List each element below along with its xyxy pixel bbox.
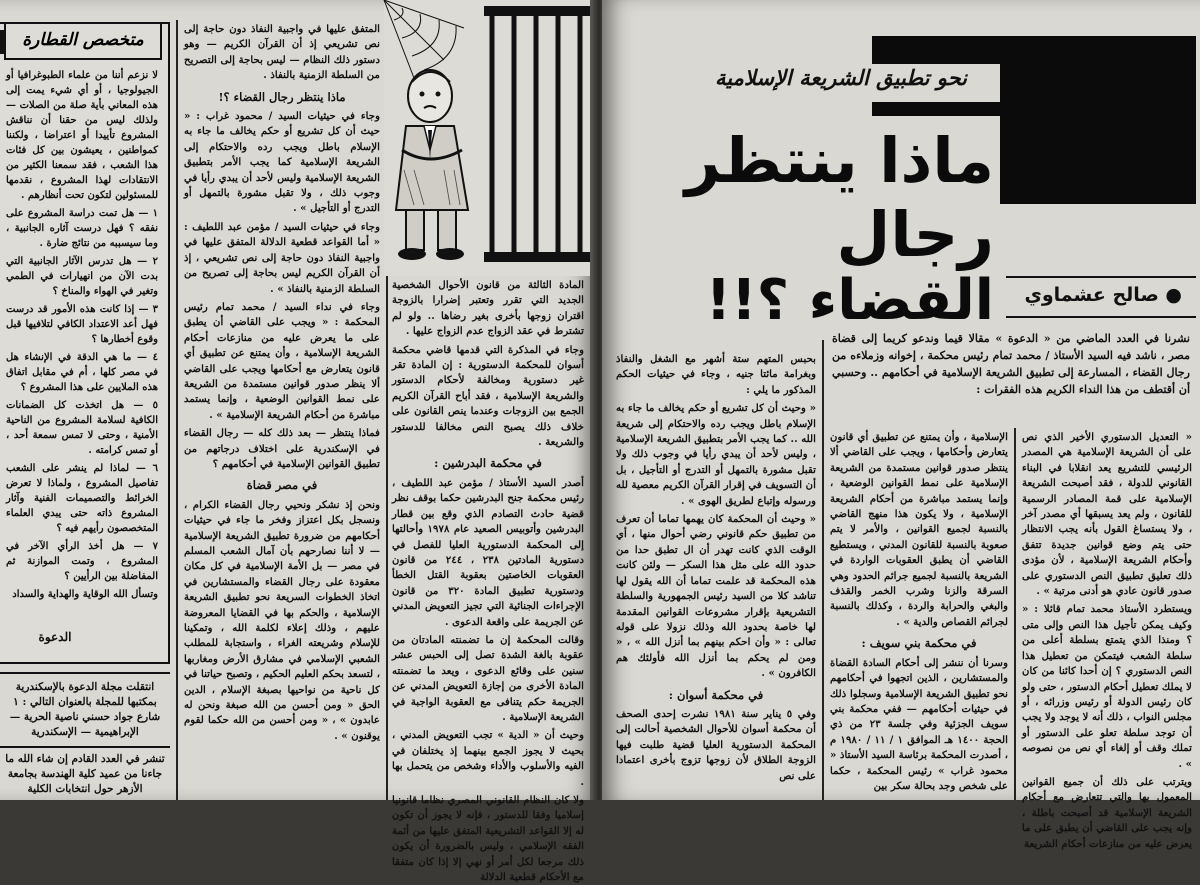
subheading: في محكمة البدرشين : <box>434 456 542 471</box>
judge-cartoon <box>384 0 590 276</box>
divider <box>0 672 170 674</box>
box-paragraph: ٧ — هل أخذ الرأي الآخر في المشروع ، وتمت الموازنة ثم المفاضلة بين الرأيين ؟ <box>6 541 158 582</box>
right-column-2 <box>830 430 1008 800</box>
column-rule <box>176 20 178 800</box>
column-rule <box>822 340 824 800</box>
divider <box>1006 276 1196 278</box>
column-rule <box>1014 428 1016 800</box>
paragraph: المتفق عليها في واجبية النفاذ دون حاجة إلى نص تشريعي إذ أن القرآن الكريم — وهو دستور ذلك النظام — ليس بحاجة إلى التصريح من السلطة الزمنية بالنفاذ . <box>184 23 380 82</box>
left-page <box>0 0 596 884</box>
box-body <box>6 68 158 600</box>
right-column-1 <box>1022 430 1192 850</box>
paragraph: « التعديل الدستوري الأخير الذي نص على أن الشريعة الإسلامية هي المصدر الرئيسي للتشريع يعد انقلابا في البناء القانوني للدولة ، فقد أصبحت الشريعة الإسلامية على قمة المصادر الرسمية للقانون ، ولم يعد يسبقها أي مصدر آخر ، ولا يستساغ القول بأنه يجب الانتظار حتى يتم وضع قوانين جديدة تتفق وأحكام الشريعة الإسلامية ، لأن مؤدى ذلك تعليق تطبيق النص الدستوري على صدور قانون عادي هو أدنى مرتبة » . <box>1022 431 1192 598</box>
paragraph: أصدر السيد الأستاذ / مؤمن عبد اللطيف ، رئيس محكمة جنح البدرشين حكما بوقف نظر قضية حادث التصادم الذي وقع بين قطار البدرشين وأتوبيس الصعيد عام ١٩٧٨ وأحالتها إلى المحكمة الدستورية العليا للفصل في دستورية المادتين ٢٣٨ ، ٢٤٤ من قانون العقوبات الخاصتين بعقوبة القتل الخطأ ودستورية تطبيق المادة ٣٢٠ من قانون الإجراءات الجنائية التي تجيز التعويض المدني عن الجريمة على واقعة الدعوى . <box>392 476 585 628</box>
paragraph: وجاء في المذكرة التي قدمها قاضي محكمة أسوان للمحكمة الدستورية : إن المادة تقر غير دستورية ومخالفة لأحكام الدستور والشريعة الإسلامية ، فقد أباح القرآن الكريم الجمع بين الزوجات وعندما ينص القانون على خلاف ذلك يصبح النص مخالفا للدستور والشريعة . <box>392 343 584 449</box>
paragraph: « وحيث أن كل تشريع أو حكم يخالف ما جاء به الإسلام باطل ويجب رده والاحتكام إلى شريعة الله .. كما يجب الأمر بتطبيق الشريعة الإسلامية ، وليس لأحد أن يبدي رأيا في وجوب ذلك ولا تقبل مشورة بالتمهل أو التدرج أو التأجيل ، بل أن التسويف في إقرار القرآن الكريم معصية لله ورسوله وإتباع لطريق الهوى » . <box>616 402 816 507</box>
sidebar-box <box>0 22 170 664</box>
box-paragraph: ٣ — إذا كانت هذه الأمور قد درست فهل أعد الاعتداد الكافي لتلافيها قبل وقوع أخطارها ؟ <box>6 304 158 345</box>
subheading: في محكمة أسوان : <box>668 687 764 702</box>
subheading: ماذا ينتظر رجال القضاء ؟! <box>218 89 346 104</box>
headline-line: القضاء ؟!! <box>705 268 994 333</box>
paragraph: ويترتب على ذلك أن جميع القوانين المعمول بها والتي تتعارض مع أحكام الشريعة الإسلامية قد أصبحت باطلة ، وإنه يجب على القاضي أن يطبق على ما يعرض عليه من منازعات أحكام الشريعة <box>1022 775 1192 850</box>
author-byline: ● صالح عشماوي <box>1024 284 1182 306</box>
paragraph: ونحن إذ نشكر ونحيي رجال القضاء الكرام ، ونسجل بكل اعتزاز وفخر ما جاء في حيثيات أحكامهم من ضرورة تطبيق الشريعة الإسلامية — لا أننا نصارحهم بأن آمال الشعب المسلم في مصر — بل الأمة الإسلامية في كل مكان معقودة على رجال القضاء والمستشارين في اتخاذ الخطوات السريعة نحو تطبيق الشريعة الإسلامية ، والحكم بها في القضايا المعروضة عليهم ، وذلك إعلاء لكلمة الله ، وتمكينا للإسلام وشريعته الغراء ، واستجابة للمطلب الشعبي الإسلامي في مشارق الأرض ومغاربها ، لتسعد بحكم العليم الحكيم ، وتصبح حياتنا في كل ناحية من نواحيها بصبغة الإسلام ، الدين الحق « ومن أحسن من الله صبغة ونحن له عابدون » ، « ومن أحسن من الله حكما لقوم يوقنون » . <box>184 498 380 742</box>
right-column-3 <box>616 352 816 800</box>
box-paragraph: ٦ — لماذا لم ينشر على الشعب تفاصيل المشروع ، ولماذا لا تعرض الخرائط والتصميمات الفنية وآثار المشروع ذاته حتى يبدي العلماء المتخصصون رأيهم فيه ؟ <box>6 463 158 534</box>
paragraph: وجاء في حيثيات السيد / مؤمن عبد اللطيف : « أما القواعد قطعية الدلالة المتفق عليها في واجبية النفاذ دون حاجة إلى نص تشريعي ، إذ أن القرآن الكريم ليس بحاجة إلى تصريح من السلطة الزمنية بالنفاذ » . <box>184 220 380 295</box>
paragraph: « وحيث أن المحكمة كان يهمها تماما أن تعرف من تطبيق حكم قانوني رضي أحوال منها ، أي الوقت الذي كانت تهدر أن ال تطبق حدا من حدود الله على مثل هذا السكر — ولئن كانت هذه المحكمة قد علمت تماما أن الله يقول لها تناشد كلا من السيد رئيس الجمهورية والسلطة التشريعية بإقرار مشروعات القوانين المقدمة لها خاصة بحدود الله وذلك نزولا على قوله تعالى : « وأن احكم بينهم بما أنزل الله » ، « ومن لم يحكم بما أنزل الله فأولئك هم الكافرون » . <box>616 513 816 680</box>
left-right-column <box>392 278 585 884</box>
paragraph: وسرنا أن ننشر إلى أحكام السادة القضاة والمستشارين ، الذين اتجهوا في أحكامهم نحو تطبيق الشريعة الإسلامية وسجلوا ذلك في حيثيات أحكامهم — ففي محكمة بني سويف الجزئية وفي جلسة ٢٣ من ذي الحجة ١٤٠٠ هـ الموافق ١ / ١١ / ١٩٨٠ م ، أصدرت المحكمة برئاسة السيد الأستاذ « محمود غراب » رئيس المحكمة ، حكما على شخص وجد بحالة سكر بين <box>830 656 1008 792</box>
box-title: متخصص القطارة <box>4 22 162 60</box>
paragraph: فماذا ينتظر — بعد ذلك كله — رجال القضاء في الإسكندرية على اختلاف درجاتهم من تطبيق القوانين الإسلامية في أحكامهم ؟ <box>184 427 380 470</box>
subheading: في مصر قضاة <box>246 478 318 493</box>
paragraph: وجاء في حيثيات السيد / محمود غراب : « حيث أن كل تشريع أو حكم يخالف ما جاء به الإسلام باطل ويجب رده والاحتكام إلى الشريعة الإسلامية كما يجب الأمر بتطبيق الشريعة الإسلامية وليس لأحد أن يبدي رأيا في وجوب ذلك ، ولا تقبل مشورة بالتمهل أو التدرج أو التأجيل » . <box>184 110 380 215</box>
paragraph: ويستطرد الأستاذ محمد تمام قائلا : « وكيف يمكن تأجيل هذا النص وإلى متى ؟ ومنذا الذي يتمتع بسلطة أعلى من سلطة الشعب فيتمكن من تعطيل هذا النص الدستوري ؟ إن أحدا كائنا من كان لا يملك تعطيل أحكام الدستور ، حتى ولو كان رئيس الدولة أو رئيس وزرائه ، أو مجلس النواب ، ذلك أنه لا يوجد ولا يجب أن توجد سلطة تعلو على الدستور أو تملك وقف أو إلغاء أي نص من نصوصه » . <box>1022 603 1192 770</box>
left-middle-column <box>184 22 380 800</box>
header-bar <box>872 102 1002 116</box>
box-paragraph: ٢ — هل تدرس الآثار الجانبية التي بدت الآن من انهيارات في الطمي وتغير في الهواء والمناخ ؟ <box>6 256 158 297</box>
kicker: نحو تطبيق الشريعة الإسلامية <box>714 66 967 90</box>
paragraph: وجاء في نداء السيد / محمد تمام رئيس المحكمة : « ويجب على القاضي أن يطبق على ما يعرض عليه من منازعات أحكام الشريعة الإسلامية ، وأن يمتنع عن تطبيق أي قانون يتعارض مع أحكامها ويجب على القاضي ألا ينظر صدور قوانين مستمدة من الشريعة على نمط القوانين الوضعية ، وإنما يستمد مباشرة من أحكام الشريعة الإسلامية » . <box>184 300 380 421</box>
notice-relocation: انتقلت مجلة الدعوة بالإسكندرية بمكتبها للمجلة بالعنوان التالي : ١ شارع جواد حسني ناصية الحرية — الإبراهيمية — الإسكندرية <box>9 681 161 738</box>
paragraph: وحيث أن « الدية » تجب التعويض المدني ، بحيث لا يجوز الجمع بينهما إذ يختلفان في الفيه والأسلوب والأداء وشخص من يتحمل بها . <box>392 729 584 788</box>
box-paragraph: ١ — هل تمت دراسة المشروع على نفقه ؟ فهل درست آثاره الجانبية ، وما سيسببه من نتائج ضارة . <box>6 208 158 249</box>
paragraph: وفي ٥ يناير سنة ١٩٨١ نشرت إحدى الصحف أن محكمة أسوان للأحوال الشخصية أحالت إلى المحكمة الدستورية العليا قضية طلبت فيها الزوجة الطلاق لأن زوجها تزوج بأخرى اعتمادا على نص <box>616 707 817 782</box>
headline-line: ماذا ينتظر <box>684 124 994 197</box>
box-paragraph: وتسأل الله الوقاية والهداية والسداد <box>12 589 158 600</box>
paragraph: وقالت المحكمة إن ما تضمنته المادتان من عقوبة بالغة الشدة تصل إلى الحبس عشر سنين على وقائع الدعوى ، ويعد ما تضمنته المادة الأخرى من إجازة التعويض المدني عن الجريمة حكم يتنافى مع العقوبة الواجبة في الشريعة الإسلامية . <box>392 633 584 723</box>
box-paragraph: ٥ — هل اتخذت كل الضمانات الكافية لسلامة المشروع من الناحية الأمنية ، وحتى لا تمس سمعة أحد ، أو تمس كرامته . <box>6 400 158 456</box>
box-paragraph: لا نزعم أننا من علماء الطبوغرافيا أو الجيولوجيا ، أو أي شيء يمت إلى هذه المعاني بأية صلة من الصلات — ولذلك ليس من حقنا أن نناقش المشروع تأييدا أو اعتراضا ، ولكننا كمواطنين ، يعيشون بين كل فئات هذا الشعب ، فقد سمعنا الكثير من الانتقادات لهذا المشروع ، نقدمها للمسئولين لتكون تحت أنظارهم . <box>6 70 158 201</box>
column-rule <box>386 230 388 800</box>
header-black-block <box>1000 36 1196 204</box>
subheading: في محكمة بني سويف : <box>861 636 977 651</box>
box-paragraph: ٤ — ما هي الدقة في الإنشاء هل في مصر كلها ، أم في مقابل اتفاق هذه الملايين على هذا المشروع ؟ <box>6 352 158 393</box>
paragraph: بحبس المتهم ستة أشهر مع الشغل والنفاذ وبغرامة مائتا جنيه ، وجاء في حيثيات الحكم المذكور ما يلي : <box>616 353 816 396</box>
divider <box>0 746 170 748</box>
notice-next-issue: تنشر في العدد القادم إن شاء الله ما جاءنا من عميد كلية الهندسة بجامعة الأزهر حول انتخابات الكلية <box>5 753 165 795</box>
headline-line: رجال <box>836 198 994 271</box>
paragraph: ولا كان النظام القانوني المصري نظاما قانونيا إسلاميا وفقا للدستور ، فإنه لا يجوز أن تكون له إلا القواعد التشريعية المتفق عليها من أئمة الفقه الإسلامي ، وليس بالضرورة أن يكون ذلك مرجعا لكل أمر أو نهي إلا إذا كان متفقا مع الأحكام قطعية الدلالة <box>392 794 584 884</box>
intro-paragraph: نشرنا في العدد الماضي من « الدعوة » مقالا قيما وندعو كريما إلى قضاة مصر ، ناشد فيه السيد الأستاذ / محمد تمام رئيس محكمة ، إخوانه وزملاءه من رجال القضاء ، المسارعة إلى تطبيق الشريعة الإسلامية في أحكامهم .. وحسبي أن أقتطف من هذا النداء الكريم هذه الفقرات : <box>832 332 1190 396</box>
header-bar <box>872 36 1002 64</box>
paragraph: المادة الثالثة من قانون الأحوال الشخصية الجديد التي تقرر وتعتبر إضرارا بالزوجة اقتران زوجها بأخرى بغير رضاها .. ولو لم تشترط في عقد الزواج عدم الزواج عليها . <box>392 279 584 338</box>
box-signature: الدعوة <box>38 630 72 644</box>
divider <box>1006 316 1196 318</box>
right-page <box>602 0 1200 850</box>
paragraph: الإسلامية ، وأن يمتنع عن تطبيق أي قانون يتعارض وأحكامها ، ويجب على القاضي ألا ينتظر صدور قوانين مستمدة من الشريعة الإسلامية على نمط القوانين الوضعية ، وإنما يستمد مباشرة من أحكام الشريعة الإسلامية ، ولا يكون هذا منهج القاضي بالنسبة لجميع القوانين ، والأمر لا يتم صعوبة بالنسبة للقانون المدني ، ويستطيع القاضي أن يطبق العقوبات الواردة في الشريعة بالنسبة لجميع جرائم الحدود وهي السرقة والزنا وشرب الخمر والقذف والبغي والحرابة والردة ، وكذلك بالنسبة لجرائم القصاص والدية » . <box>830 431 1008 628</box>
